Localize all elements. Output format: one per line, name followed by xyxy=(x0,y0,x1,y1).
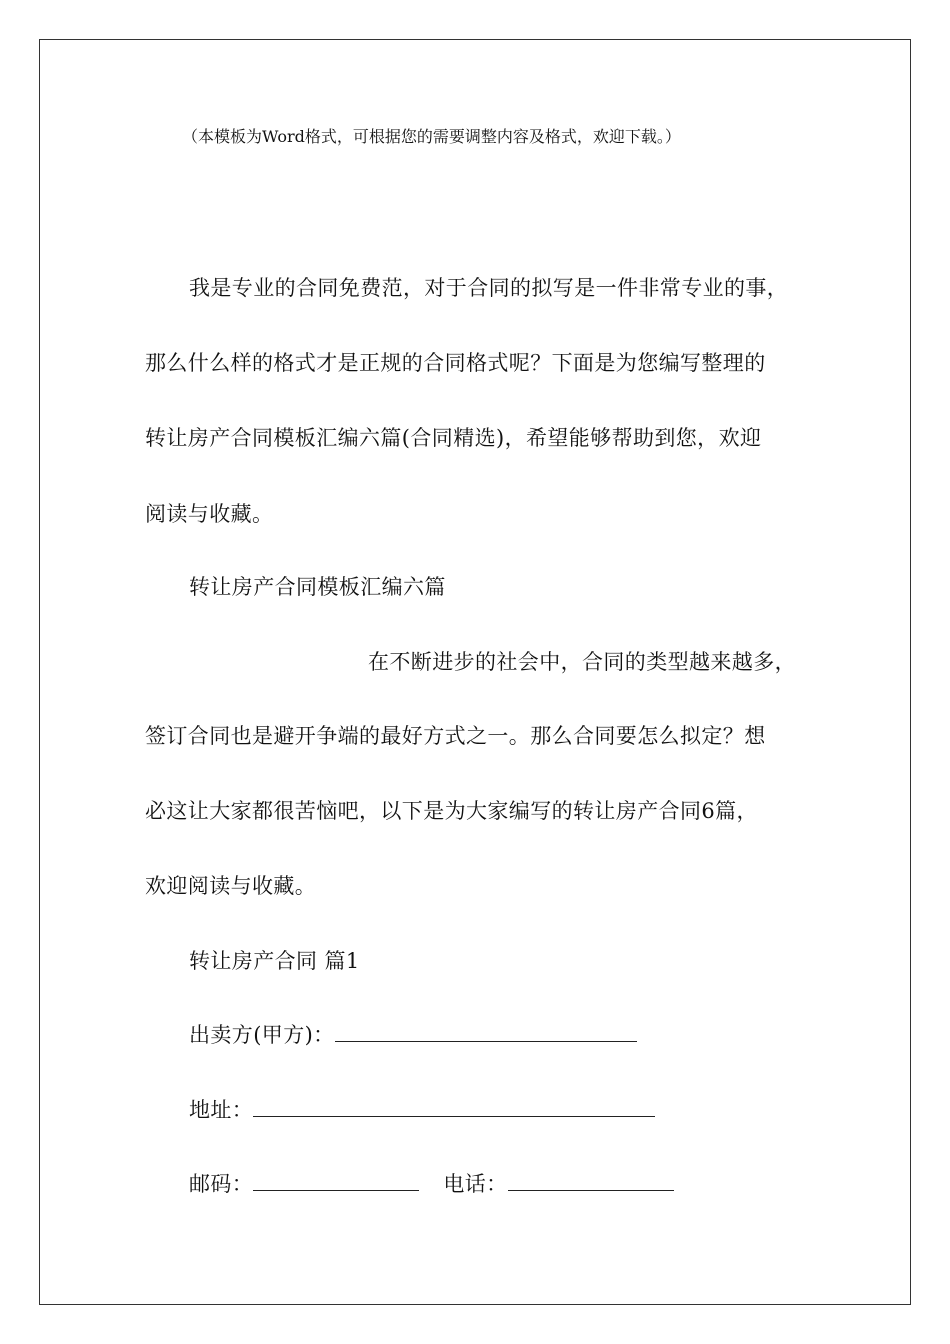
postcode-blank[interactable] xyxy=(253,1172,419,1191)
paragraph2-line-4: 欢迎阅读与收藏。 xyxy=(145,874,317,898)
phone-blank[interactable] xyxy=(508,1172,674,1191)
template-notice: （本模板为Word格式，可根据您的需要调整内容及格式，欢迎下载。） xyxy=(182,127,681,146)
address-blank[interactable] xyxy=(253,1098,655,1117)
seller-label: 出卖方(甲方)： xyxy=(189,1023,335,1047)
collection-title: 转让房产合同模板汇编六篇 xyxy=(189,575,446,599)
phone-label: 电话： xyxy=(443,1172,508,1196)
paragraph2-line-2: 签订合同也是避开争端的最好方式之一。那么合同要怎么拟定？想 xyxy=(145,724,766,748)
address-label: 地址： xyxy=(189,1098,254,1122)
intro-line-3: 转让房产合同模板汇编六篇(合同精选)，希望能够帮助到您，欢迎 xyxy=(145,426,762,450)
intro-line-4: 阅读与收藏。 xyxy=(145,502,274,526)
address-field-row xyxy=(189,1096,655,1124)
contact-field-row xyxy=(189,1170,674,1198)
postcode-label: 邮码： xyxy=(189,1172,254,1196)
paragraph2-line-1: 在不断进步的社会中，合同的类型越来越多， xyxy=(368,650,796,674)
seller-field-row xyxy=(189,1021,637,1049)
intro-line-2: 那么什么样的格式才是正规的合同格式呢？下面是为您编写整理的 xyxy=(145,351,766,375)
seller-blank[interactable] xyxy=(335,1023,637,1042)
intro-line-1: 我是专业的合同免费范，对于合同的拟写是一件非常专业的事， xyxy=(189,276,789,300)
paragraph2-line-3: 必这让大家都很苦恼吧，以下是为大家编写的转让房产合同6篇， xyxy=(145,799,758,823)
contract-heading: 转让房产合同 篇1 xyxy=(189,949,360,973)
